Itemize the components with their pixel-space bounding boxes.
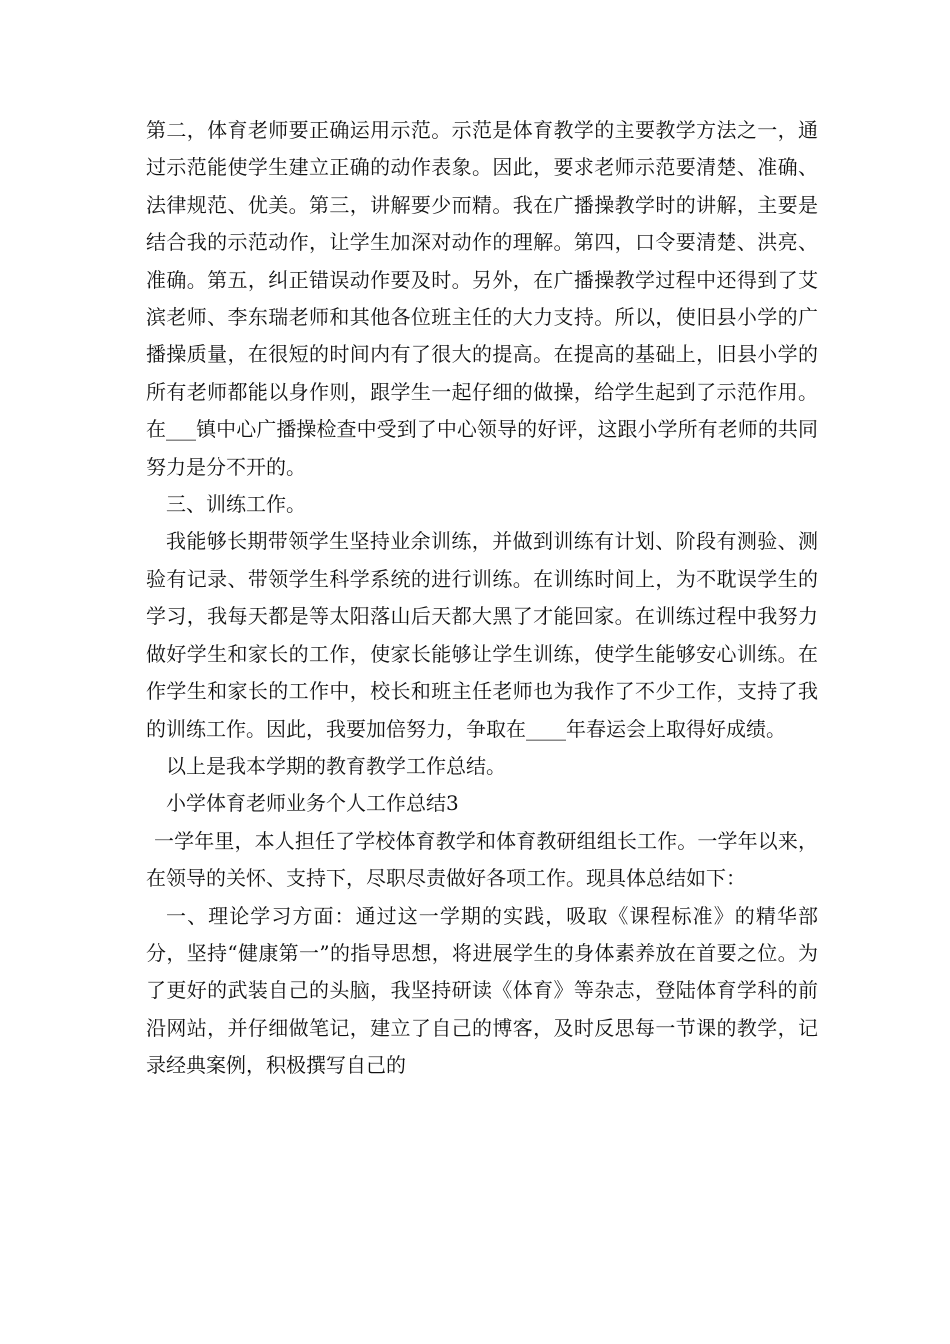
paragraph-summary-closing: 以上是我本学期的教育教学工作总结。 [166, 753, 506, 778]
paragraph-intro: 一学年里，本人担任了学校体育教学和体育教研组组长工作。一学年以来，在领导的关怀、支持下，尽职尽责做好各项工作。现具体总结如下： [146, 828, 818, 891]
section-heading-training: 三、训练工作。 [166, 492, 306, 517]
paragraph-demonstration: 第二，体育老师要正确运用示范。示范是体育教学的主要教学方法之一，通过示范能使学生建立正确的动作表象。因此，要求老师示范要清楚、准确、法律规范、优美。第三，讲解要少而精。我在广播操教学时的讲解，主要是结合我的示范动作，让学生加深对动作的理解。第四，口令要清楚、洪亮、准确。第五，纠正错误动作要及时。另外，在广播操教学过程中还得到了艾滨老师、李东瑞老师和其他各位班主任的大力支持。所以，使旧县小学的广播操质量，在很短的时间内有了很大的提高。在提高的基础上，旧县小学的所有老师都能以身作则，跟学生一起仔细的做操，给学生起到了示范作用。在___镇中心广播操检查中受到了中心领导的好评，这跟小学所有老师的共同努力是分不开的。 [146, 118, 818, 479]
paragraph-training: 我能够长期带领学生坚持业余训练，并做到训练有计划、阶段有测验、测验有记录、带领学生科学系统的进行训练。在训练时间上，为不耽误学生的学习，我每天都是等太阳落山后天都大黑了才能回家。在训练过程中我努力做好学生和家长的工作，使家长能够让学生训练，使学生能够安心训练。在作学生和家长的工作中，校长和班主任老师也为我作了不少工作，支持了我的训练工作。因此，我要加倍努力，争取在____年春运会上取得好成绩。 [146, 529, 818, 741]
document-subtitle: 小学体育老师业务个人工作总结3 [166, 791, 459, 816]
paragraph-theory-study: 一、理论学习方面：通过这一学期的实践，吸取《课程标准》的精华部分，坚持“健康第一”的指导思想，将进展学生的身体素养放在首要之位。为了更好的武装自己的头脑，我坚持研读《体育》等杂志，登陆体育学科的前沿网站，并仔细做笔记，建立了自己的博客，及时反思每一节课的教学，记录经典案例，积极撰写自己的 [146, 903, 818, 1078]
document-body [146, 112, 818, 1085]
